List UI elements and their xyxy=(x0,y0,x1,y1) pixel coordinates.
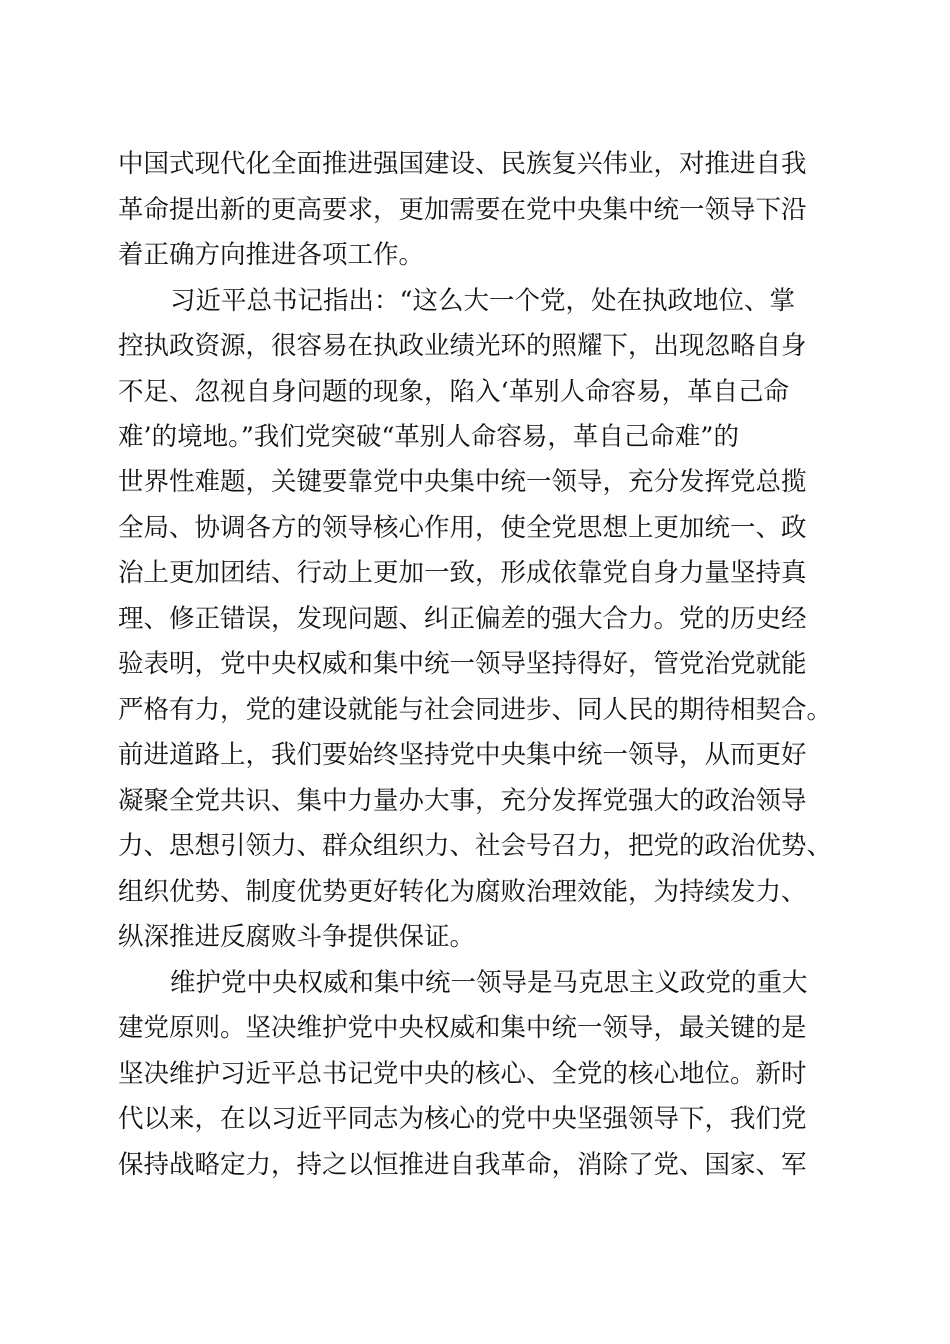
paragraph-2-line-13: 力、思想引领力、群众组织力、社会号召力，把党的政治优势、 xyxy=(118,831,833,861)
paragraph-2-line-15: 纵深推进反腐败斗争提供保证。 xyxy=(118,922,476,952)
paragraph-1-line-1: 中国式现代化全面推进强国建设、民族复兴伟业，对推进自我 xyxy=(118,149,807,179)
paragraph-2-line-10: 严格有力，党的建设就能与社会同进步、同人民的期待相契合。 xyxy=(118,695,833,725)
paragraph-2-line-11: 前进道路上，我们要始终坚持党中央集中统一领导，从而更好 xyxy=(118,740,807,770)
paragraph-2-line-2: 控执政资源，很容易在执政业绩光环的照耀下，出现忽略自身 xyxy=(118,331,807,361)
paragraph-2-line-7: 治上更加团结、行动上更加一致，形成依靠党自身力量坚持真 xyxy=(118,558,807,588)
paragraph-2-line-4: 难’的境地。”我们党突破“革别人命容易，革自己命难”的 xyxy=(118,422,739,452)
paragraph-2-line-5: 世界性难题，关键要靠党中央集中统一领导，充分发挥党总揽 xyxy=(118,467,807,497)
paragraph-3-line-5: 保持战略定力，持之以恒推进自我革命，消除了党、国家、军 xyxy=(118,1150,807,1180)
paragraph-3-line-2: 建党原则。坚决维护党中央权威和集中统一领导，最关键的是 xyxy=(118,1013,807,1043)
paragraph-2-line-8: 理、修正错误，发现问题、纠正偏差的强大合力。党的历史经 xyxy=(118,604,807,634)
paragraph-2-line-14: 组织优势、制度优势更好转化为腐败治理效能，为持续发力、 xyxy=(118,877,807,907)
paragraph-3-line-1: 维护党中央权威和集中统一领导是马克思主义政党的重大 xyxy=(170,968,808,998)
paragraph-2-line-3: 不足、忽视自身问题的现象，陷入‘革别人命容易，革自己命 xyxy=(118,377,790,407)
paragraph-2-line-9: 验表明，党中央权威和集中统一领导坚持得好，管党治党就能 xyxy=(118,649,807,679)
paragraph-3-line-4: 代以来，在以习近平同志为核心的党中央坚强领导下，我们党 xyxy=(118,1104,807,1134)
paragraph-2-line-6: 全局、协调各方的领导核心作用，使全党思想上更加统一、政 xyxy=(118,513,807,543)
paragraph-2-line-1: 习近平总书记指出：“这么大一个党，处在执政地位、掌 xyxy=(170,286,796,316)
paragraph-1-line-2: 革命提出新的更高要求，更加需要在党中央集中统一领导下沿 xyxy=(118,195,807,225)
paragraph-2-line-12: 凝聚全党共识、集中力量办大事，充分发挥党强大的政治领导 xyxy=(118,786,807,816)
paragraph-3-line-3: 坚决维护习近平总书记党中央的核心、全党的核心地位。新时 xyxy=(118,1059,807,1089)
paragraph-1-line-3: 着正确方向推进各项工作。 xyxy=(118,240,425,270)
